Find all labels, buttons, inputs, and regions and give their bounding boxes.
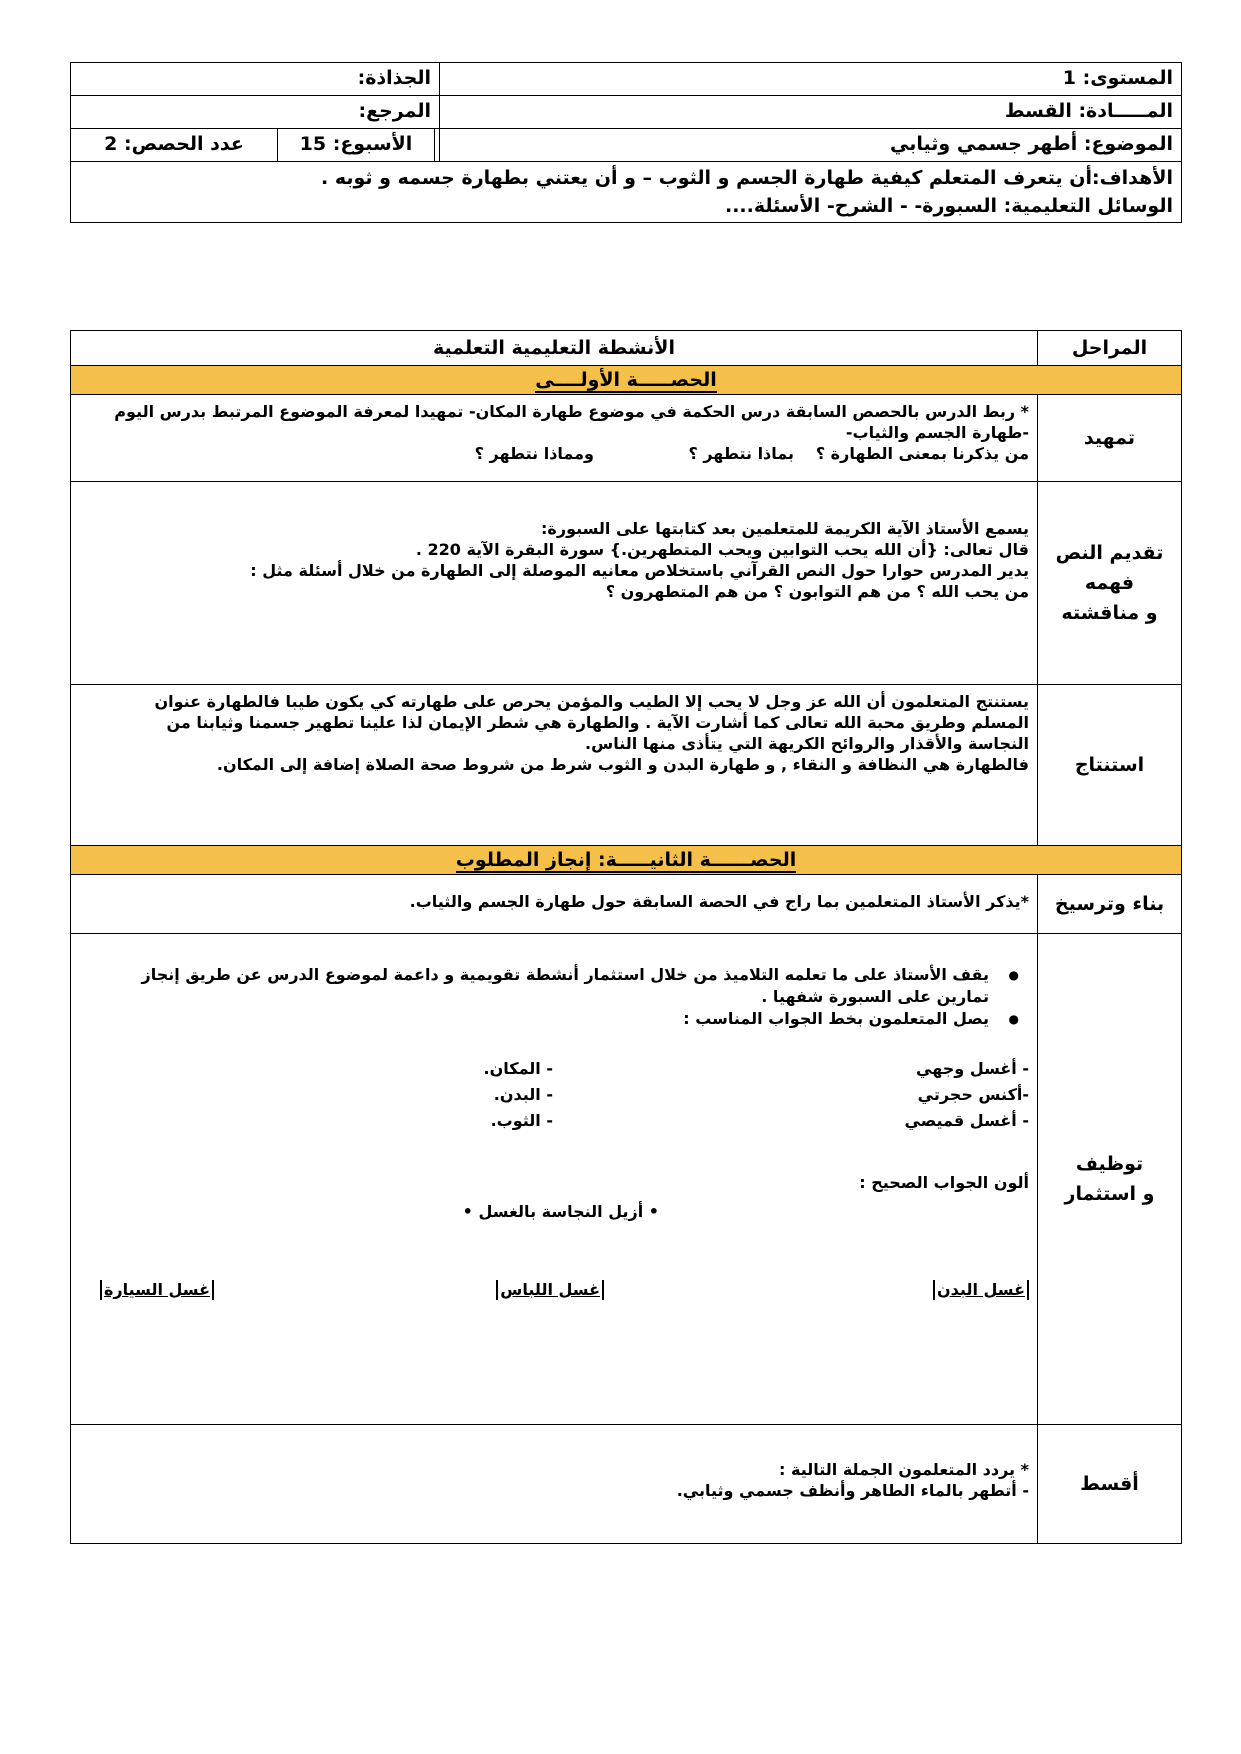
build-stage: [1038, 875, 1182, 934]
apply-bullet-2: ● يصل المتعلمون بخط الجواب المناسب :: [79, 1008, 989, 1030]
intro-stage: [1038, 395, 1182, 482]
intro-row: [71, 395, 1182, 482]
qist-row: [71, 1425, 1182, 1544]
intro-question-1: من يذكرنا بمعنى الطهارة ؟: [815, 444, 1029, 463]
col-activities-header: [71, 331, 1038, 366]
stem-cell: [71, 63, 440, 96]
text-stage-line3: و مناقشته: [1061, 602, 1158, 624]
intro-stage-label: تمهيد: [1083, 427, 1136, 449]
intro-content: [71, 395, 1038, 482]
qist-line2: - أتطهر بالماء الطاهر وأنظف جسمي وثيابي.: [676, 1481, 1029, 1500]
sessions-label: عدد الحصص: 2: [104, 133, 244, 155]
apply-bullets: [79, 964, 1029, 1030]
level-label: المستوى: 1: [1062, 67, 1173, 89]
col-activities-label: الأنشطة التعليمية التعلمية: [433, 337, 675, 359]
color-statement: • أزيل النجاسة بالغسل •: [462, 1202, 659, 1221]
week-label: الأسبوع: 15: [299, 133, 413, 155]
text-line2: قال تعالى: {أن الله يحب التوابين ويحب المتطهرين.} سورة البقرة الآية 220 .: [415, 540, 1029, 559]
match-right-3: - الثوب.: [490, 1111, 553, 1130]
choice-clothes-wash[interactable]: غسل اللباس: [496, 1280, 604, 1300]
text-stage-line2: فهمه: [1084, 572, 1135, 594]
build-line1: *يذكر الأستاذ المتعلمين بما راج في الحصة السابقة حول طهارة الجسم والثياب.: [409, 892, 1029, 911]
subject-cell: [440, 96, 1182, 129]
text-line3: يدير المدرس حوارا حول النص القرآني باستخلاص معانيه الموصلة إلى الطهارة من خلال أسئلة مثل :: [250, 561, 1029, 580]
intro-line1: * ربط الدرس بالحصص السابقة درس الحكمة في موضوع طهارة المكان- تمهيدا لمعرفة الموضوع المرتبط بدرس اليوم: [114, 402, 1029, 421]
level-cell: [440, 63, 1182, 96]
goals-cell: [71, 162, 1182, 223]
text-stage-line1: تقديم النص: [1055, 542, 1164, 564]
sessions-cell: [71, 129, 278, 162]
intro-questions: [79, 443, 1029, 464]
matching-exercise: [79, 1056, 1029, 1146]
text-line4: من يحب الله ؟ من هم التوابون ؟ من هم المتطهرون ؟: [605, 582, 1029, 601]
qist-line1: * يردد المتعلمون الجملة التالية :: [779, 1460, 1029, 1479]
topic-label: الموضوع: أطهر جسمي وثيابي: [890, 133, 1173, 155]
match-left-1: - أغسل وجهي: [916, 1059, 1029, 1078]
apply-bullet-1: ● يقف الأستاذ على ما تعلمه التلاميذ من خلال استثمار أنشطة تقويمية و داعمة لموضوع الدرس عن طريق إنجاز تمارين على السبورة شفهيا .: [89, 964, 989, 1008]
week-cell: [278, 129, 435, 162]
conclusion-line4: فالطهارة هي النظافة و النقاء , و طهارة البدن و الثوب شرط من شروط صحة الصلاة إضافة إلى المكان.: [216, 755, 1029, 774]
table-header-row: [71, 331, 1182, 366]
session1-label: الحصـــــة الأولــــى: [535, 369, 717, 391]
intro-question-3: ومماذا نتطهر ؟: [474, 444, 594, 463]
intro-question-2: بماذا نتطهر ؟: [688, 444, 794, 463]
conclusion-row: [71, 685, 1182, 846]
col-stages-header: [1038, 331, 1182, 366]
build-content: [71, 875, 1038, 934]
conclusion-stage: [1038, 685, 1182, 846]
session2-banner: [71, 846, 1182, 875]
choice-body-wash[interactable]: غسل البدن: [933, 1280, 1029, 1300]
build-stage-label: بناء وترسيخ: [1054, 893, 1165, 915]
session2-label: الحصــــــة الثانيـــــة: إنجاز المطلوب: [455, 849, 797, 871]
text-content: [71, 482, 1038, 685]
header-table: [70, 62, 1182, 223]
conclusion-line2: المسلم وطريق محبة الله تعالى كما أشارت الآية . والطهارة هي شطر الإيمان لذا علينا تطهير جسمنا وثيابنا من: [166, 713, 1029, 732]
qist-content: [71, 1425, 1038, 1544]
reference-cell: [71, 96, 440, 129]
session2-row: [71, 846, 1182, 875]
apply-content: [71, 934, 1038, 1425]
topic-cell: [440, 129, 1182, 162]
choices-row: [79, 1280, 1029, 1310]
tools-text: الوسائل التعليمية: السبورة- - الشرح- الأسئلة....: [724, 195, 1173, 217]
text-row: [71, 482, 1182, 685]
apply-stage: [1038, 934, 1182, 1425]
spacer-cell: [435, 129, 440, 162]
reference-label: المرجع:: [358, 100, 431, 122]
choice-car-wash[interactable]: غسل السيارة: [100, 1280, 214, 1300]
apply-row: [71, 934, 1182, 1425]
conclusion-line3: النجاسة والأقذار والروائح الكريهة التي يتأذى منها الناس.: [585, 734, 1029, 753]
apply-stage-line2: و استثمار: [1064, 1183, 1155, 1205]
match-left-2: -أكنس حجرتي: [917, 1085, 1029, 1104]
intro-line2: -طهارة الجسم والثياب-: [845, 423, 1029, 442]
conclusion-stage-label: استنتاج: [1074, 754, 1145, 776]
text-stage: [1038, 482, 1182, 685]
build-row: [71, 875, 1182, 934]
qist-stage: [1038, 1425, 1182, 1544]
match-right-2: - البدن.: [493, 1085, 553, 1104]
col-stages-label: المراحل: [1071, 337, 1148, 359]
match-right-1: - المكان.: [483, 1059, 553, 1078]
session1-row: [71, 366, 1182, 395]
goals-text: الأهداف:أن يتعرف المتعلم كيفية طهارة الجسم و الثوب – و أن يعتني بطهارة جسمه و ثوبه .: [321, 167, 1173, 189]
lesson-table: [70, 330, 1182, 1544]
color-prompt: ألون الجواب الصحيح :: [859, 1173, 1029, 1192]
conclusion-line1: يستنتج المتعلمون أن الله عز وجل لا يحب إلا الطيب والمؤمن يحرص على طهارته كي يكون طيبا فالطهارة عنوان: [154, 692, 1029, 711]
subject-label: المـــــادة: القسط: [1004, 100, 1173, 122]
match-left-3: - أغسل قميصي: [904, 1111, 1029, 1130]
session1-banner: [71, 366, 1182, 395]
qist-stage-label: أقسط: [1080, 1473, 1139, 1495]
apply-stage-line1: توظيف: [1075, 1153, 1144, 1175]
text-line1: يسمع الأستاذ الآية الكريمة للمتعلمين بعد كتابتها على السبورة:: [541, 519, 1029, 538]
stem-label: الجذاذة:: [357, 67, 431, 89]
conclusion-content: [71, 685, 1038, 846]
